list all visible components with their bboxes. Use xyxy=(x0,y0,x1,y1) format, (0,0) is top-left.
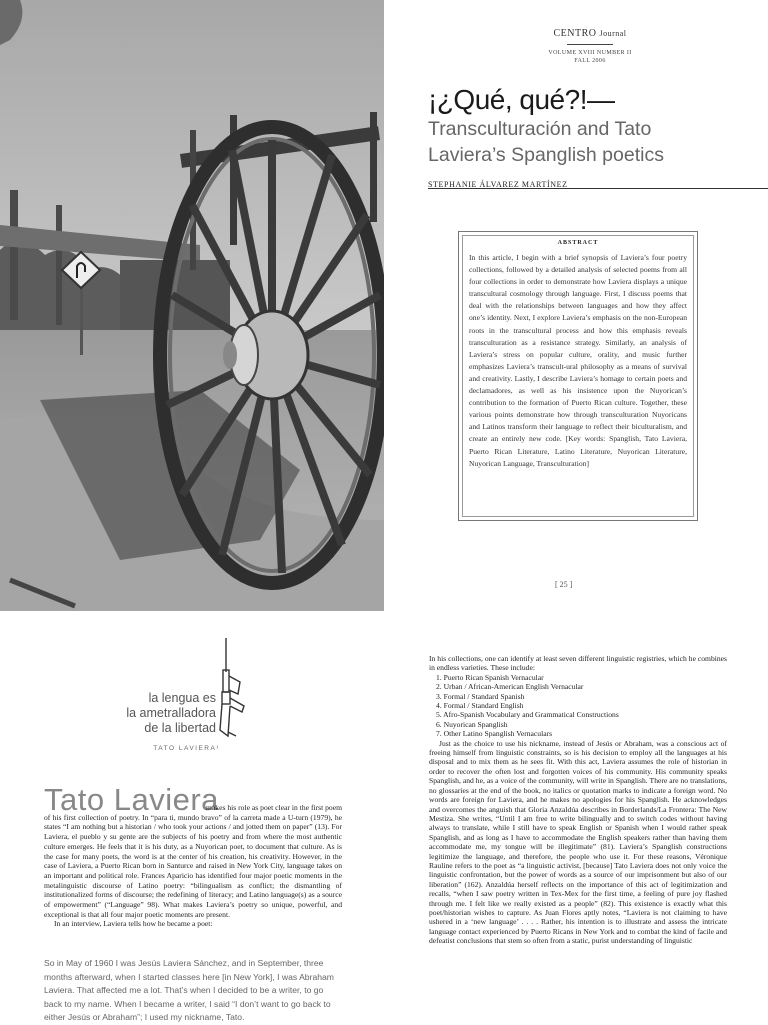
page-number: [ 25 ] xyxy=(555,580,573,589)
journal-name: CENTRO Journal xyxy=(553,28,627,39)
abstract-box xyxy=(458,231,698,521)
left-paragraph-2: In an interview, Laviera tells how he became a poet: xyxy=(54,919,213,929)
list-item: 7. Other Latino Spanglish Vernaculars xyxy=(436,729,553,739)
list-item: 4. Formal / Standard English xyxy=(436,701,524,711)
list-item: 1. Puerto Rican Spanish Vernacular xyxy=(436,672,544,682)
author-divider xyxy=(428,188,768,189)
epigraph-line3: de la libertad xyxy=(144,721,216,735)
epigraph-line1: la lengua es xyxy=(148,691,216,705)
epigraph xyxy=(104,691,216,736)
title-subtitle-line1: Transculturación and Tato xyxy=(428,118,652,140)
journal-volume: VOLUME XVIII NUMBER II xyxy=(548,50,632,56)
abstract-body: In this article, I begin with a brief synopsis of Laviera’s four poetry collections, followed by a detailed analysis of selected poems from all four collections in order to demonstrate how Laviera displays a unique transcultural cosmology through language. First, I discuss poems that deal with the relationships between languages and how they affect one’s identity. Next, I explore Laviera’s emphasis on the non-European roots in the transcultural process and how this emphasis reveals transculturation as a resistance strategy. Similarly, an analysis of Laviera’s stress on popular culture, orality, and music further emphasizes Laviera’s transcult-ural philosophy as a means of survival and creativity. Lastly, I describe Laviera’s homage to certain poets and declamadores, as well as his insistence upon the Nuyorican’s contribution to the formation of Puerto Rican culture. Together, these various points demonstrate how through transculturation Nuyoricans and Latinos transform their language to reflect their biculturalism, and create an entirely new code. [Key words: Spanglish, Tato Laviera, Puerto Rican Literature, Latino Literature, Nuyorican Literature, Nuyorican Language, Transculturation] xyxy=(469,253,687,468)
block-quote: So in May of 1960 I was Jesús Laviera Sánchez, and in September, three months afterward, when I started classes here [in New York], I was Abraham Laviera. That affected me a lot. That’s when I decided to be a writer, to go back to my name. When I became a writer, I said “I don’t want to go back to either Jesús or Abraham”; I used my nickname, Tato. xyxy=(44,958,334,1023)
left-paragraph-1: makes his role as poet clear in the first poem of his first collection of poetry. In “para ti, mundo bravo” of la carreta made a U-turn (1979), he states “I am nothing but a historian / who took your actions / and jotted them on paper” (13). For Laviera, el pueblo y su gente are the subjects of his poetry and from where the most authentic culture emerges. He feels that it is his duty, as a Nuyorican poet, to document that culture. As is the case for many poets, the word is at the center of his creation, his creativity. However, in the case of Laviera, a Puerto Rican born in Santurce and raised in New York City, language takes on an important and political role. Frances Aparicio has identified four major poetic moments in the metalinguistic discourse of Latino poetry: “bilingualism as conflict; the dismantling of institutionalized forms of discourse; the redefining of literacy; and Latino language(s) as a source of empowerment” (“Language” 98). What makes Laviera’s poetry so unique, powerful, and exceptional is that all four major poetic moments are present. xyxy=(44,803,342,919)
section-heading-name: Tato Laviera xyxy=(44,782,219,817)
rifle-icon xyxy=(214,636,250,745)
right-intro: In his collections, one can identify at least seven different linguistic registries, which he combines in endless varieties. These include: xyxy=(429,654,727,673)
right-paragraph: Just as the choice to use his nickname, instead of Jesús or Abraham, was a conscious act of freeing himself from linguistic constraints, so is his decision to employ all the languages at his disposal and to mix them as he sees fit. With this act, Laviera assumes the role of historian in order to recover the often lost and forgotten voices of his community. His community speaks Spanglish, and he, as a voice of the community, will write in Spanglish. There are no translations, no glossaries at the end of the book, no italics or quotation marks to indicate a foreign word. No words are foreign for Laviera, and he makes no apologies for his Spanglish. He acknowledges and overcomes the anguish that Gloria Anzaldúa describes in Borderlands/La Frontera: The New Mestiza. She writes, “Until I am free to write bilingually and to switch codes without having always to translate, while I still have to speak English or Spanish when I would rather speak Spanglish, and as long as I have to accommodate the English speakers rather than having them accommodate me, my tongue will be illegitimate” (81). Laviera’s Spanglish constructions legitimize the language, and therefore, the people who use it. For these reasons, Véronique Rauline refers to the poet as “a linguistic activist, [because] Tato Laviera does not only voice the linguistic confrontation, but the power of words as a source of our imprisonment but also of our liberation” (162). Anzaldúa herself reflects on the importance of this act of legitimization and recalls, “when I saw poetry written in Tex-Mex for the first time, a feeling of pure joy flashed through me. I felt like we really existed as a people” (82). This existence is exactly what this poet/historian wishes to capture. As Juan Flores aptly notes, “Laviera is not claiming to have ushered in a ‘new language’ . . . . Rather, his intention is to illustrate and assess the intricate language contact experienced by Puerto Ricans in New York and to combat the kind of facile and defeatist conclusions that stem so often from a static, purist understanding of linguistic xyxy=(429,738,727,946)
title-subtitle-line2: Laviera’s Spanglish poetics xyxy=(428,144,664,166)
left-column-text xyxy=(44,803,342,929)
cart-wheel-photo xyxy=(0,0,384,611)
list-item: 2. Urban / African-American English Vernacular xyxy=(436,682,584,692)
journal-issue: FALL 2006 xyxy=(574,58,606,64)
abstract-heading: ABSTRACT xyxy=(557,240,599,246)
list-item: 5. Afro-Spanish Vocabulary and Grammatical Constructions xyxy=(436,710,619,720)
list-item: 6. Nuyorican Spanglish xyxy=(436,719,508,729)
epigraph-line2: la ametralladora xyxy=(126,706,216,720)
right-column-text xyxy=(429,654,727,946)
registry-list xyxy=(429,673,727,739)
article-title xyxy=(428,84,758,168)
title-main: ¡¿Qué, qué?!— xyxy=(428,84,615,115)
list-item: 3. Formal / Standard Spanish xyxy=(436,691,525,701)
epigraph-author: TATO LAVIERA¹ xyxy=(153,745,220,752)
journal-header xyxy=(500,28,680,65)
article-author: STEPHANIE ÁLVAREZ MARTÍNEZ xyxy=(428,180,568,189)
